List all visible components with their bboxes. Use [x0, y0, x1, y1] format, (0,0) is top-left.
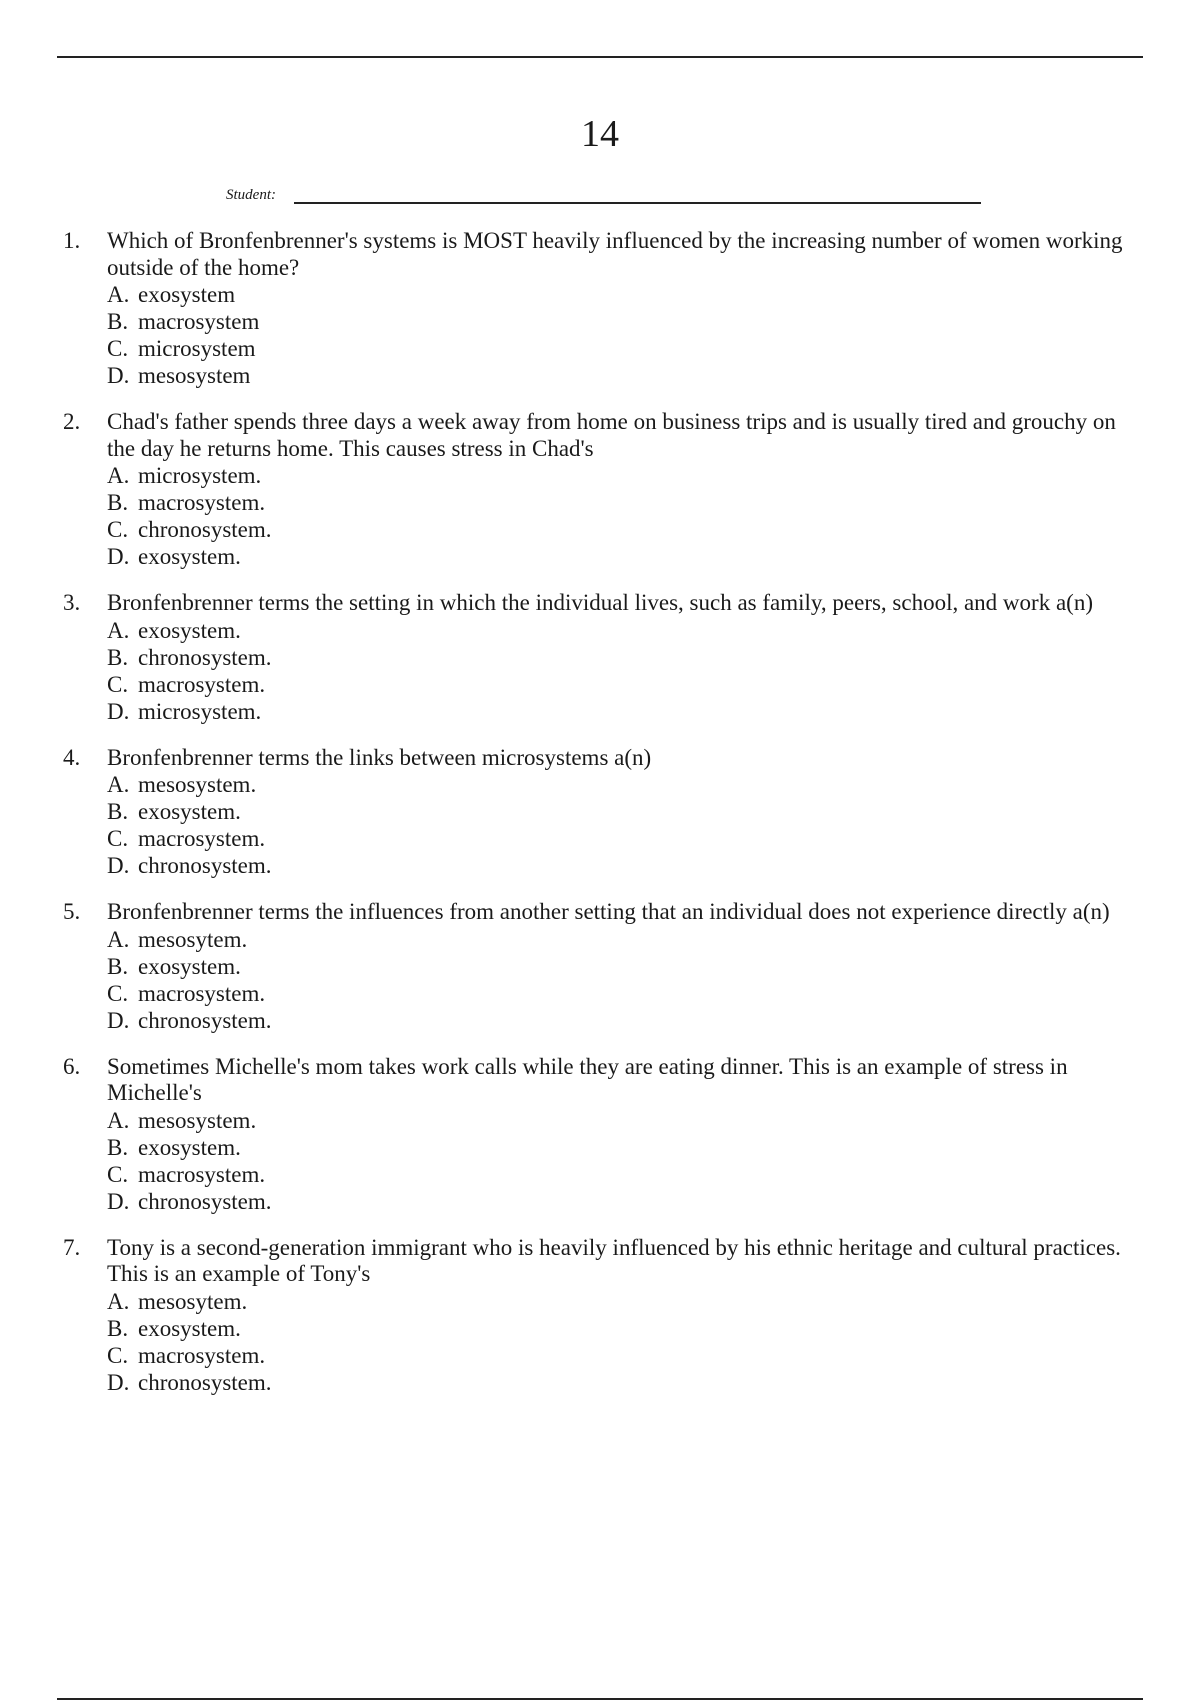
- option-d: [107, 1369, 1133, 1396]
- option-letter: B.: [107, 490, 129, 515]
- option-list: [107, 1107, 1133, 1215]
- option-c: [107, 980, 1133, 1007]
- option-text: exosystem: [138, 282, 236, 307]
- option-text: exosystem.: [138, 799, 241, 824]
- option-letter: A.: [107, 463, 130, 488]
- option-c: [107, 671, 1133, 698]
- option-text: microsystem.: [138, 463, 262, 488]
- page-number: 14: [581, 113, 619, 155]
- question-text: Bronfenbrenner terms the setting in which the individual lives, such as family, peers, school, and work a(n): [107, 590, 1093, 615]
- question: [63, 228, 1133, 389]
- option-d: [107, 1188, 1133, 1215]
- question-number: 6.: [63, 1053, 81, 1079]
- option-text: mesosytem.: [138, 926, 248, 952]
- option-c: [107, 516, 1133, 543]
- question: [63, 1235, 1133, 1396]
- option-letter: B.: [107, 953, 129, 979]
- option-letter: D.: [107, 1188, 130, 1214]
- option-text: microsystem: [138, 336, 256, 361]
- option-d: [107, 362, 1133, 389]
- option-d: [107, 852, 1133, 879]
- option-text: chronosystem.: [138, 853, 272, 878]
- option-letter: B.: [107, 1315, 129, 1341]
- option-letter: C.: [107, 671, 129, 697]
- option-text: macrosystem.: [138, 980, 266, 1006]
- option-text: macrosystem: [138, 309, 260, 334]
- question: [63, 590, 1133, 725]
- option-letter: A.: [107, 1107, 130, 1133]
- option-text: mesosystem: [138, 363, 251, 388]
- option-text: macrosystem.: [138, 671, 266, 697]
- option-list: [107, 617, 1133, 725]
- option-text: mesosytem.: [138, 1288, 248, 1314]
- option-text: mesosystem.: [138, 1107, 257, 1133]
- option-text: exosystem.: [138, 953, 241, 979]
- option-text: macrosystem.: [138, 1161, 266, 1187]
- question: [63, 1054, 1133, 1215]
- option-text: chronosystem.: [138, 644, 272, 670]
- option-letter: C.: [107, 1342, 129, 1368]
- option-letter: C.: [107, 336, 129, 361]
- option-letter: B.: [107, 309, 129, 334]
- question-number: 2.: [63, 409, 81, 434]
- question-list: [63, 228, 1133, 1416]
- option-list: [107, 281, 1133, 389]
- question-text: Tony is a second-generation immigrant who is heavily influenced by his ethnic heritage and cultural practices. This is an example of Tony's: [107, 1234, 1121, 1286]
- student-name-line[interactable]: [294, 202, 981, 204]
- option-letter: A.: [107, 282, 130, 307]
- question-text: Bronfenbrenner terms the influences from another setting that an individual does not experience directly a(n): [107, 899, 1110, 924]
- question-number: 5.: [63, 899, 81, 924]
- option-list: [107, 1288, 1133, 1396]
- option-letter: C.: [107, 1161, 129, 1187]
- option-a: [107, 1288, 1133, 1315]
- option-c: [107, 1342, 1133, 1369]
- option-c: [107, 825, 1133, 852]
- option-a: [107, 281, 1133, 308]
- option-text: macrosystem.: [138, 490, 266, 515]
- option-letter: C.: [107, 980, 129, 1006]
- option-letter: A.: [107, 1288, 130, 1314]
- question-text: Sometimes Michelle's mom takes work calls while they are eating dinner. This is an example of stress in Michelle's: [107, 1053, 1068, 1105]
- option-text: exosystem.: [138, 617, 241, 643]
- option-a: [107, 617, 1133, 644]
- option-text: macrosystem.: [138, 826, 266, 851]
- option-text: microsystem.: [138, 698, 262, 724]
- question: [63, 409, 1133, 570]
- option-letter: B.: [107, 644, 129, 670]
- option-list: [107, 926, 1133, 1034]
- top-rule: [57, 56, 1143, 58]
- option-letter: B.: [107, 1134, 129, 1160]
- option-a: [107, 1107, 1133, 1134]
- option-b: [107, 489, 1133, 516]
- option-letter: B.: [107, 799, 129, 824]
- option-text: exosystem.: [138, 544, 241, 569]
- question-number: 1.: [63, 228, 81, 253]
- option-letter: D.: [107, 1369, 130, 1395]
- option-a: [107, 462, 1133, 489]
- student-name-row: [226, 180, 986, 204]
- question-text: Chad's father spends three days a week away from home on business trips and is usually tired and grouchy on the day he returns home. This causes stress in Chad's: [107, 409, 1116, 461]
- option-text: mesosystem.: [138, 772, 257, 797]
- question: [63, 745, 1133, 880]
- option-b: [107, 308, 1133, 335]
- option-text: chronosystem.: [138, 1188, 272, 1214]
- question-text: Bronfenbrenner terms the links between microsystems a(n): [107, 744, 652, 770]
- option-b: [107, 798, 1133, 825]
- question-text: Which of Bronfenbrenner's systems is MOST heavily influenced by the increasing number of women working outside of the home?: [107, 228, 1123, 280]
- question-number: 7.: [63, 1234, 81, 1260]
- option-text: chronosystem.: [138, 517, 272, 542]
- option-b: [107, 953, 1133, 980]
- option-text: exosystem.: [138, 1134, 241, 1160]
- option-d: [107, 698, 1133, 725]
- option-list: [107, 771, 1133, 879]
- option-text: chronosystem.: [138, 1007, 272, 1033]
- question: [63, 899, 1133, 1034]
- option-c: [107, 335, 1133, 362]
- option-letter: C.: [107, 826, 129, 851]
- student-label: Student:: [226, 187, 276, 203]
- option-d: [107, 543, 1133, 570]
- question-number: 4.: [63, 744, 81, 770]
- option-a: [107, 771, 1133, 798]
- option-letter: D.: [107, 363, 130, 388]
- option-letter: D.: [107, 853, 130, 878]
- option-b: [107, 1315, 1133, 1342]
- option-letter: D.: [107, 1007, 130, 1033]
- option-text: chronosystem.: [138, 1369, 272, 1395]
- option-letter: D.: [107, 698, 130, 724]
- question-number: 3.: [63, 590, 81, 615]
- option-b: [107, 644, 1133, 671]
- option-text: exosystem.: [138, 1315, 241, 1341]
- option-list: [107, 462, 1133, 570]
- option-c: [107, 1161, 1133, 1188]
- option-a: [107, 926, 1133, 953]
- option-letter: A.: [107, 617, 130, 643]
- option-letter: D.: [107, 544, 130, 569]
- option-d: [107, 1007, 1133, 1034]
- option-letter: A.: [107, 926, 130, 952]
- option-b: [107, 1134, 1133, 1161]
- option-letter: C.: [107, 517, 129, 542]
- option-letter: A.: [107, 772, 130, 797]
- option-text: macrosystem.: [138, 1342, 266, 1368]
